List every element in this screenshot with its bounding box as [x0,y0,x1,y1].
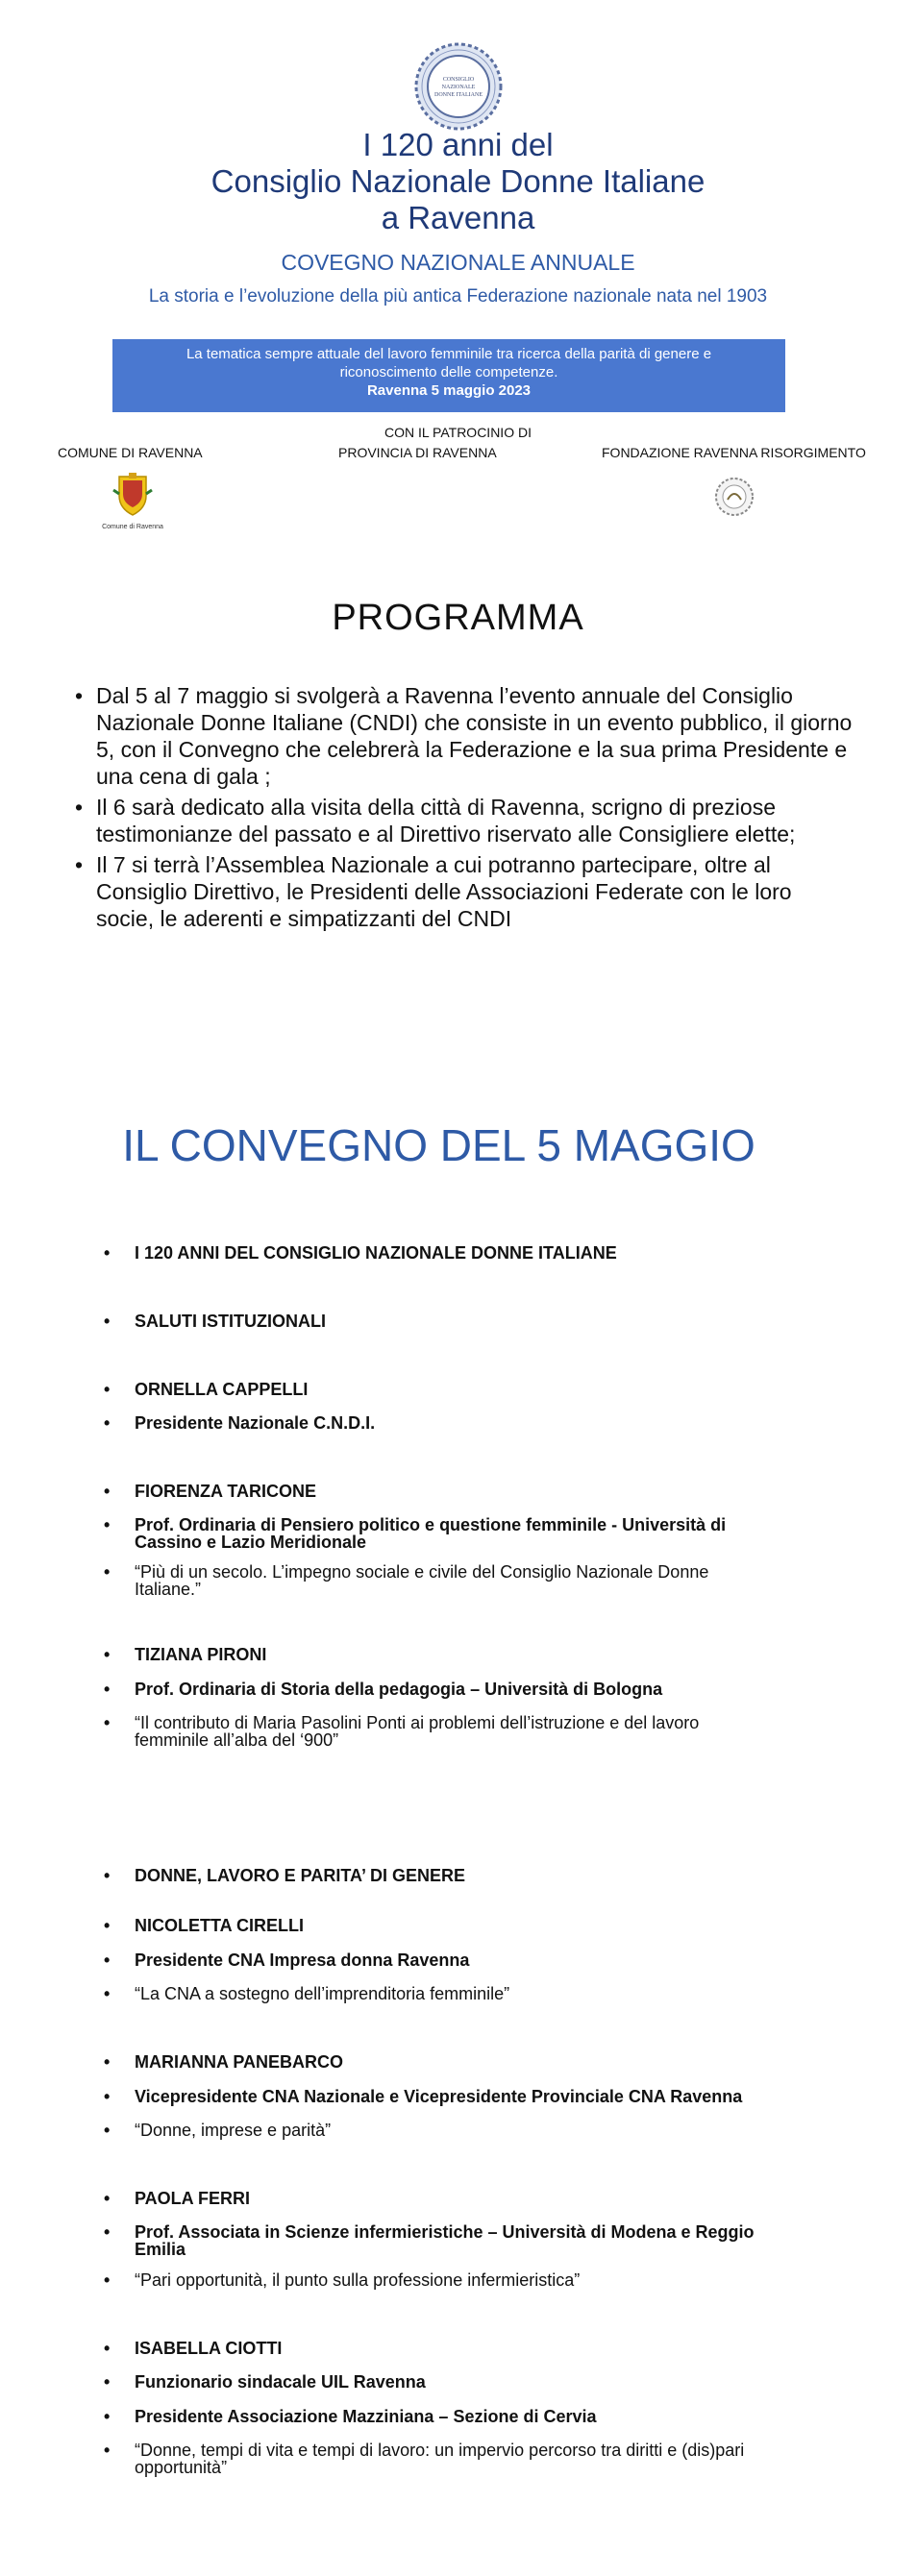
list-item: • Dal 5 al 7 maggio si svolgerà a Ravenna l’evento annuale del Consiglio Nazionale Donne Italiane (CNDI) che consiste in un evento pubblico, il giorno 5, con il Convegno che celebrerà la Federazione e la sua prima Presidente e una cena di gala ; [75,682,854,790]
list-item: • “Più di un secolo. L’impegno sociale e civile del Consiglio Nazionale Donne Italiane.” [104,1563,777,1598]
svg-text:DONNE ITALIANE: DONNE ITALIANE [433,92,483,98]
list-item: • Funzionario sindacale UIL Ravenna [104,2373,777,2391]
list-item: • TIZIANA PIRONI [104,1646,777,1663]
programma-title: PROGRAMMA [332,598,584,638]
item-text: Presidente Nazionale C.N.D.I. [135,1413,376,1433]
page-title [0,127,916,236]
list-item: • “Donne, imprese e parità” [104,2122,777,2139]
list-item: • Presidente Associazione Mazziniana – Sezione di Cervia [104,2408,777,2425]
item-text: Prof. Ordinaria di Storia della pedagogia – Università di Bologna [135,1680,663,1699]
convegno-title: IL CONVEGNO DEL 5 MAGGIO [122,1120,755,1170]
title-line: I 120 anni del [362,127,554,162]
title-line: a Ravenna [381,200,535,235]
item-text: Funzionario sindacale UIL Ravenna [135,2372,426,2392]
fondazione-logo [713,476,755,518]
item-text: “Più di un secolo. L’impegno sociale e civile del Consiglio Nazionale Donne Italiane.” [135,1562,709,1599]
item-text: ISABELLA CIOTTI [135,2339,283,2358]
title-line: Consiglio Nazionale Donne Italiane [210,163,706,199]
item-text: FIORENZA TARICONE [135,1482,316,1501]
list-item: • SALUTI ISTITUZIONALI [104,1313,777,1330]
list-item: • “Il contributo di Maria Pasolini Ponti ai problemi dell’istruzione e del lavoro femminile all’alba del ‘900” [104,1714,777,1749]
list-item: • Presidente Nazionale C.N.D.I. [104,1414,777,1432]
list-item: • DONNE, LAVORO E PARITA’ DI GENERE [104,1867,777,1884]
comune-logo-caption: Comune di Ravenna [102,524,163,530]
item-text: MARIANNA PANEBARCO [135,2052,343,2072]
event-date: Ravenna 5 maggio 2023 [366,382,532,399]
theme-banner [112,339,785,412]
item-text: Presidente Associazione Mazziniana – Sezione di Cervia [135,2407,597,2426]
tagline: La storia e l’evoluzione della più antica Federazione nazionale nata nel 1903 [148,286,768,307]
item-text: “Pari opportunità, il punto sulla professione infermieristica” [135,2270,581,2290]
banner-line: riconoscimento delle competenze. [339,364,558,380]
item-text: I 120 ANNI DEL CONSIGLIO NAZIONALE DONNE ITALIANE [135,1243,617,1263]
patron-provincia: PROVINCIA DI RAVENNA [338,445,497,460]
list-item: • “Donne, tempi di vita e tempi di lavoro: un impervio percorso tra diritti e (dis)pari opportunità” [104,2441,777,2476]
patron-fondazione: FONDAZIONE RAVENNA RISORGIMENTO [602,445,866,460]
item-text: “Donne, imprese e parità” [135,2121,332,2140]
patron-comune: COMUNE DI RAVENNA [58,445,203,460]
list-item: • PAOLA FERRI [104,2190,777,2207]
svg-text:CONSIGLIO: CONSIGLIO [442,77,474,83]
svg-text:NAZIONALE: NAZIONALE [441,85,475,90]
item-text: NICOLETTA CIRELLI [135,1916,304,1935]
item-text: Presidente CNA Impresa donna Ravenna [135,1950,470,1970]
subtitle: COVEGNO NAZIONALE ANNUALE [281,250,635,275]
item-text: ORNELLA CAPPELLI [135,1380,309,1399]
item-text: SALUTI ISTITUZIONALI [135,1312,326,1331]
patronage-heading: CON IL PATROCINIO DI [384,425,532,440]
list-item: • Vicepresidente CNA Nazionale e Vicepresidente Provinciale CNA Ravenna [104,2088,777,2105]
list-item: • Il 6 sarà dedicato alla visita della città di Ravenna, scrigno di preziose testimonianze del passato e al Direttivo riservato alle Consigliere elette; [75,794,854,847]
item-text: Prof. Associata in Scienze infermieristiche – Università di Modena e Reggio Emilia [135,2222,755,2259]
list-item: • NICOLETTA CIRELLI [104,1917,777,1934]
item-text: “Donne, tempi di vita e tempi di lavoro: un impervio percorso tra diritti e (dis)pari opportunità” [135,2441,745,2477]
list-item: • “La CNA a sostegno dell’imprenditoria femminile” [104,1985,777,2002]
list-item: • “Pari opportunità, il punto sulla professione infermieristica” [104,2271,777,2289]
banner-line: La tematica sempre attuale del lavoro femminile tra ricerca della parità di genere e [186,346,712,362]
list-item: • ORNELLA CAPPELLI [104,1381,777,1398]
item-text: Vicepresidente CNA Nazionale e Vicepresidente Provinciale CNA Ravenna [135,2087,743,2106]
list-item: • I 120 ANNI DEL CONSIGLIO NAZIONALE DONNE ITALIANE [104,1244,777,1262]
item-text: DONNE, LAVORO E PARITA’ DI GENERE [135,1866,466,1885]
list-item: • FIORENZA TARICONE [104,1483,777,1500]
list-item: • Prof. Ordinaria di Pensiero politico e questione femminile - Università di Cassino e Lazio Meridionale [104,1516,777,1551]
list-item: • MARIANNA PANEBARCO [104,2053,777,2071]
item-text: “Il contributo di Maria Pasolini Ponti ai problemi dell’istruzione e del lavoro femminile all’alba del ‘900” [135,1713,700,1750]
item-text: TIZIANA PIRONI [135,1645,267,1664]
list-item: • Prof. Ordinaria di Storia della pedagogia – Università di Bologna [104,1681,777,1698]
list-item: • ISABELLA CIOTTI [104,2340,777,2357]
list-item: • Presidente CNA Impresa donna Ravenna [104,1951,777,1969]
item-text: Prof. Ordinaria di Pensiero politico e questione femminile - Università di Cassino e Lazio Meridionale [135,1515,727,1552]
item-text: “La CNA a sostegno dell’imprenditoria femminile” [135,1984,510,2003]
list-item: • Prof. Associata in Scienze infermieristiche – Università di Modena e Reggio Emilia [104,2223,777,2258]
programma-list [75,682,854,936]
list-item: • Il 7 si terrà l’Assemblea Nazionale a cui potranno partecipare, oltre al Consiglio Direttivo, le Presidenti delle Associazioni Federate con le loro socie, le aderenti e simpatizzanti del CNDI [75,851,854,932]
cndi-logo [401,38,516,135]
item-text: PAOLA FERRI [135,2189,250,2208]
comune-ravenna-logo [102,471,163,532]
